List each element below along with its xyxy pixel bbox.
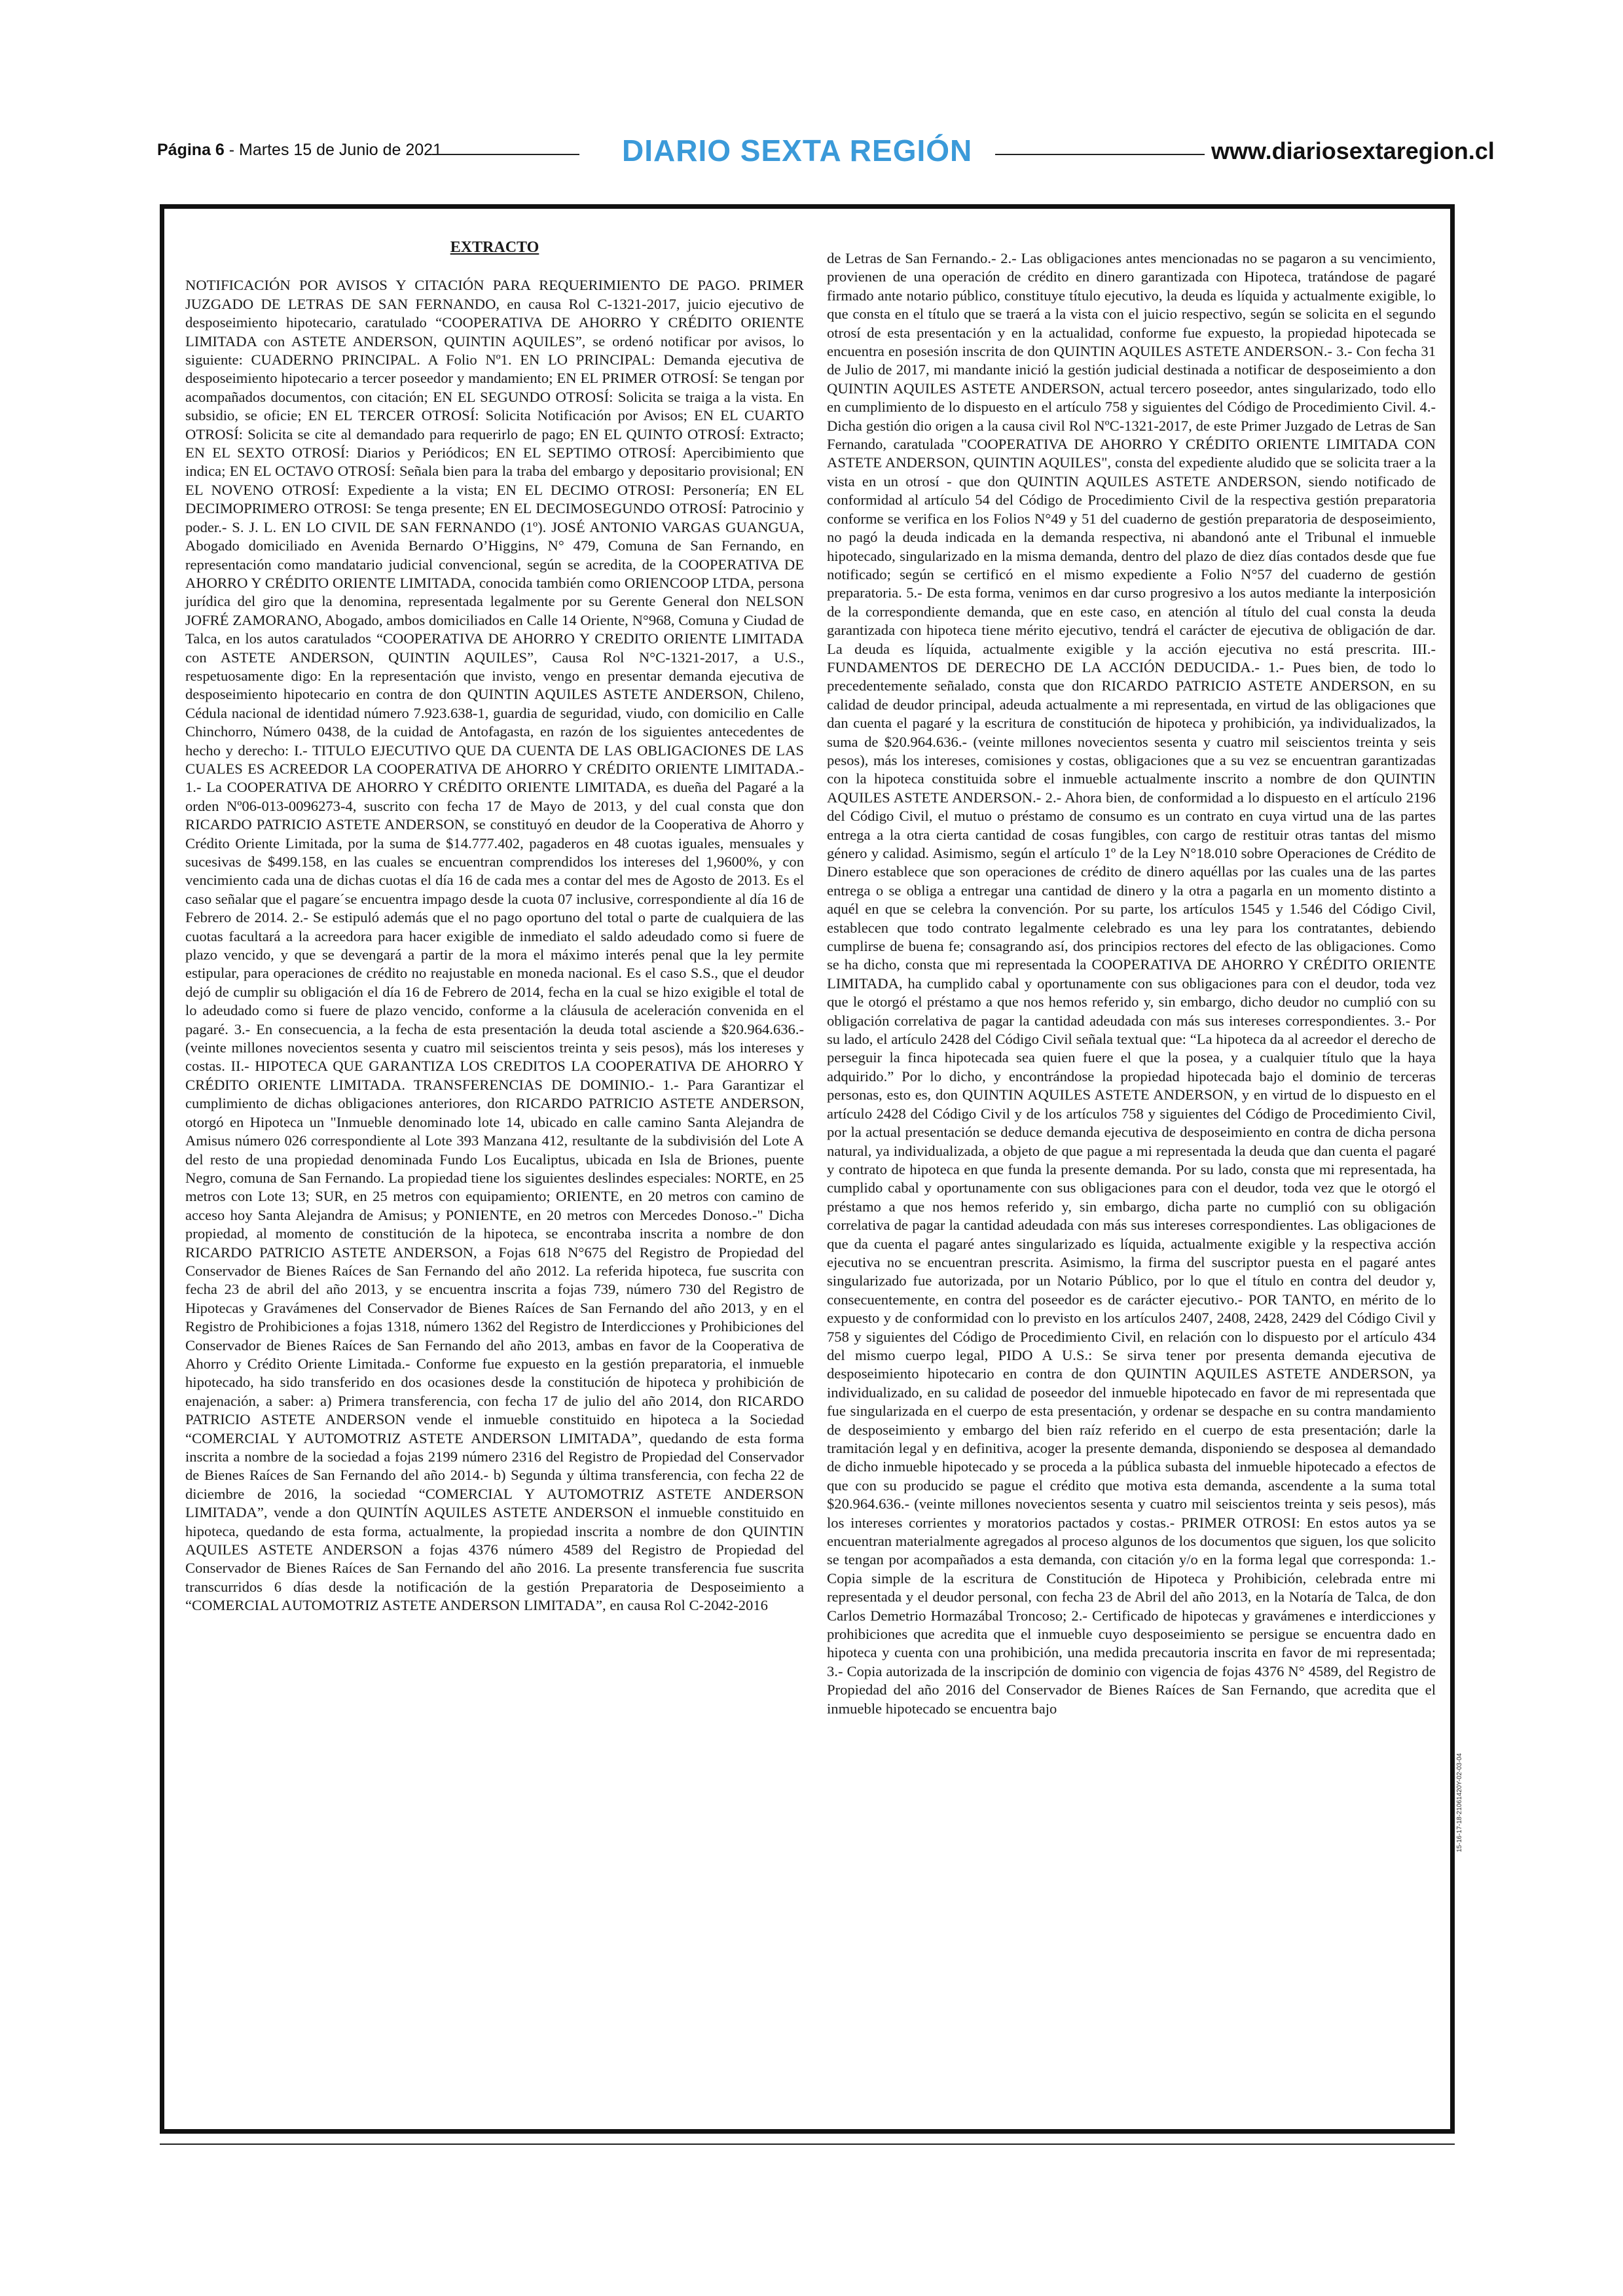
side-print-code: 15-16-17-18-21061420Y-02-03-04 [1456, 1753, 1463, 1852]
page-date-label [157, 141, 442, 160]
header-rule-right [995, 154, 1205, 155]
notice-title: EXTRACTO [450, 239, 539, 256]
legal-notice-box [160, 204, 1455, 2134]
bottom-rule [160, 2144, 1455, 2145]
issue-date: - Martes 15 de Junio de 2021 [228, 141, 442, 159]
website-url: www.diariosextaregion.cl [1211, 137, 1495, 164]
notice-left-text: NOTIFICACIÓN POR AVISOS Y CITACIÓN PARA REQUERIMIENTO DE PAGO. PRIMER JUZGADO DE LETRAS DE SAN FERNANDO, en causa Rol C-1321-2017, juicio ejecutivo de desposeimiento hipotecario, caratulado “COOPERATIVA DE AHORRO Y CRÉDITO ORIENTE LIMITADA con ASTETE ANDERSON, QUINTIN AQUILES”, se ordenó notificar por avisos, lo siguiente: CUADERNO PRINCIPAL. A Folio Nº1. EN LO PRINCIPAL: Demanda ejecutiva de desposeimiento hipotecario a tercer poseedor y mandamiento; EN EL PRIMER OTROSÍ: Se tengan por acompañados documentos, con citación; EN EL SEGUNDO OTROSÍ: Solicita se traiga a la vista. En subsidio, se oficie; EN EL TERCER OTROSÍ: Solicita Notificación por Avisos; EN EL CUARTO OTROSÍ: Solicita se cite al demandado para requerirlo de pago; EN EL QUINTO OTROSÍ: Extracto; EN EL SEXTO OTROSÍ: Diarios y Periódicos; EN EL SEPTIMO OTROSÍ: Apercibimiento que indica; EN EL OCTAVO OTROSÍ: Señala bien para la traba del embargo y depositario provisional; EN EL NOVENO OTROSÍ: Expediente a la vista; EN EL DECIMO OTROSI: Personería; EN EL DECIMOPRIMERO OTROSI: Se tenga presente; EN EL DECIMOSEGUNDO OTROSÍ: Patrocinio y poder.- S. J. L. EN LO CIVIL DE SAN FERNANDO (1º). JOSÉ ANTONIO VARGAS GUANGUA, Abogado domiciliado en Avenida Bernardo O’Higgins, N° 479, Comuna de San Fernando, en representación como mandatario judicial convencional, según se acredita, de la COOPERATIVA DE AHORRO Y CRÉDITO ORIENTE LIMITADA, conocida también como ORIENCOOP LTDA, persona jurídica del giro que la denomina, representada legalmente por su Gerente General don NELSON JOFRÉ ZAMORANO, Abogado, ambos domiciliados en Calle 14 Oriente, N°968, Comuna y Ciudad de Talca, en los autos caratulados “COOPERATIVA DE AHORRO Y CREDITO ORIENTE LIMITADA con ASTETE ANDERSON, QUINTIN AQUILES”, Causa Rol N°C-1321-2017, a U.S., respetuosamente digo: En la representación que invisto, vengo en presentar demanda ejecutiva de desposeimiento hipotecario en contra de don QUINTIN AQUILES ASTETE ANDERSON, Chileno, Cédula nacional de identidad número 7.923.638-1, guardia de seguridad, viudo, con domicilio en Calle Chinchorro, Número 0438, de la cuidad de Antofagasta, en razón de los siguientes antecedentes de hecho y derecho: I.- TITULO EJECUTIVO QUE DA CUENTA DE LAS OBLIGACIONES DE LAS CUALES ES ACREEDOR LA COOPERATIVA DE AHORRO Y CRÉDITO ORIENTE LIMITADA.- 1.- La COOPERATIVA DE AHORRO Y CRÉDITO ORIENTE LIMITADA, es dueña del Pagaré a la orden Nº06-013-0096273-4, suscrito con fecha 17 de Mayo de 2013, y del cual consta que don RICARDO PATRICIO ASTETE ANDERSON, se constituyó en deudor de la Cooperativa de Ahorro y Crédito Oriente Limitada, por la suma de $14.777.402, pagaderos en 48 cuotas iguales, mensuales y sucesivas de $499.158, en las cuales se encuentran comprendidos los intereses del 1,9600%, y con vencimiento cada una de dichas cuotas el día 16 de cada mes a contar del mes de Agosto de 2013. Es el caso señalar que el pagare´se encuentra impago desde la cuota 07 inclusive, correspondiente al día 16 de Febrero de 2014. 2.- Se estipuló además que el no pago oportuno del total o parte de cualquiera de las cuotas facultará a la acreedora para hacer exigible de inmediato el saldo adeudado como si fuere de plazo vencido, y que se devengará a partir de la mora el máximo interés penal que la ley permite estipular, para operaciones de crédito no reajustable en moneda nacional. Es el caso S.S., que el deudor dejó de cumplir su obligación el día 16 de Febrero de 2014, fecha en la cual se hizo exigible el total de lo adeudado como si fuere de plazo vencido, conforme a la cláusula de aceleración convenida en el pagaré. 3.- En consecuencia, a la fecha de esta presentación la deuda total asciende a $20.964.636.- (veinte millones novecientos sesenta y cuatro mil seiscientos treinta y seis pesos), más los intereses y costas. II.- HIPOTECA QUE GARANTIZA LOS CREDITOS LA COOPERATIVA DE AHORRO Y CRÉDITO ORIENTE LIMITADA. TRANSFERENCIAS DE DOMINIO.- 1.- Para Garantizar el cumplimiento de dichas obligaciones anteriores, don RICARDO PATRICIO ASTETE ANDERSON, otorgó en Hipoteca un "Inmueble denominado lote 14, ubicado en calle camino Santa Alejandra de Amisus número 026 correspondiente al Lote 393 Manzana 412, resultante de la subdivisión del Lote A del resto de una propiedad denominada Fundo Los Eucaliptus, ubicada en Isla de Briones, puente Negro, comuna de San Fernando. La propiedad tiene los siguientes deslindes especiales: NORTE, en 25 metros con Lote 13; SUR, en 25 metros con equipamiento; ORIENTE, en 20 metros con camino de acceso hoy Santa Alejandra de Amisus; y PONIENTE, en 20 metros con Mercedes Donoso.-" Dicha propiedad, al momento de constitución de la hipoteca, se encontraba inscrita a nombre de don RICARDO PATRICIO ASTETE ANDERSON, a Fojas 618 N°675 del Registro de Propiedad del Conservador de Bienes Raíces de San Fernando del año 2012. La referida hipoteca, fue suscrita con fecha 23 de abril del año 2013, y se encuentra inscrita a fojas 739, número 730 del Registro de Hipotecas y Gravámenes del Conservador de Bienes Raíces de San Fernando del año 2013, y en el Registro de Prohibiciones a fojas 1318, número 1362 del Registro de Interdicciones y Prohibiciones del Conservador de Bienes Raíces de San Fernando del año 2013, ambas en favor de la Cooperativa de Ahorro y Crédito Oriente Limitada.- Conforme fue expuesto en la gestión preparatoria, el inmueble hipotecado, ha sido transferido en dos ocasiones desde la constitución de hipoteca y prohibición de enajenación, a saber: a) Primera transferencia, con fecha 17 de julio del año 2014, don RICARDO PATRICIO ASTETE ANDERSON vende el inmueble constituido en hipoteca a la Sociedad “COMERCIAL Y AUTOMOTRIZ ASTETE ANDERSON LIMITADA”, quedando de esta forma inscrita a nombre de la sociedad a fojas 2199 número 2316 del Registro de Propiedad del Conservador de Bienes Raíces de San Fernando del año 2014.- b) Segunda y última transferencia, con fecha 22 de diciembre de 2016, la sociedad “COMERCIAL Y AUTOMOTRIZ ASTETE ANDERSON LIMITADA”, vende a don QUINTÍN AQUILES ASTETE ANDERSON el inmueble constituido en hipoteca, quedando de esta forma, actualmente, la propiedad inscrita a nombre de don QUINTIN AQUILES ASTETE ANDERSON a fojas 4376 número 4589 del Registro de Propiedad del Conservador de Bienes Raíces de San Fernando del año 2016. La presente transferencia fue suscrita transcurridos 6 días desde la notificación de la gestión Preparatoria de Desposeimiento a “COMERCIAL AUTOMOTRIZ ASTETE ANDERSON LIMITADA”, en causa Rol C-2042-2016 [185, 277, 804, 1614]
header-rule-left [432, 154, 579, 155]
page-header [157, 134, 1495, 173]
page-number: Página 6 [157, 141, 225, 159]
notice-right-column [827, 249, 1436, 1718]
masthead-title: DIARIO SEXTA REGIÓN [622, 134, 973, 168]
notice-right-text: de Letras de San Fernando.- 2.- Las obligaciones antes mencionadas no se pagaron a su vencimiento, provienen de una operación de crédito en dinero garantizada con Hipoteca, tratándose de pagaré firmado ante notario público, constituye título ejecutivo, la deuda es líquida y actualmente exigible, lo que consta en el título que se traerá a la vista con el juicio respectivo, según se solicita en el segundo otrosí de esta presentación y en la actualidad, conforme fue expuesto, la propiedad hipotecada se encuentra en posesión inscrita de don QUINTIN AQUILES ASTETE ANDERSON.- 3.- Con fecha 31 de Julio de 2017, mi mandante inició la gestión judicial destinada a notificar de desposeimiento a don QUINTIN AQUILES ASTETE ANDERSON, actual tercero poseedor, antes singularizado, todo ello en cumplimiento de lo dispuesto en el artículo 758 y siguientes del Código de Procedimiento Civil. 4.- Dicha gestión dio origen a la causa civil Rol NºC-1321-2017, de este Primer Juzgado de Letras de San Fernando, caratulada "COOPERATIVA DE AHORRO Y CRÉDITO ORIENTE LIMITADA CON ASTETE ANDERSON, QUINTIN AQUILES", consta del expediente aludido que se solicita traer a la vista en un otrosí - que don QUINTIN AQUILES ASTETE ANDERSON, siendo notificado de conformidad al artículo 54 del Código de Procedimiento Civil de la respectiva gestión preparatoria conforme se verifica en los Folios N°49 y 51 del cuaderno de gestión preparatoria de desposeimiento, no pagó la deuda indicada en la demanda respectiva, ni abandonó ante el Tribunal el inmueble hipotecado, singularizado en la misma demanda, dentro del plazo de diez días contados desde que fue notificado; según se certificó en el mismo expediente a Folio N°57 del cuaderno de gestión preparatoria. 5.- De esta forma, venimos en dar curso progresivo a los autos mediante la interposición de la correspondiente demanda, que en este caso, en atención al título del cual consta la deuda garantizada con hipoteca tiene mérito ejecutivo, tendrá el carácter de ejecutiva de obligación de dar. La deuda es líquida, actualmente exigible y la acción ejecutiva no está prescrita. III.- FUNDAMENTOS DE DERECHO DE LA ACCIÓN DEDUCIDA.- 1.- Pues bien, de todo lo precedentemente señalado, consta que don RICARDO PATRICIO ASTETE ANDERSON, en su calidad de deudor principal, adeuda actualmente a mi representada, en virtud de las obligaciones que dan cuenta el pagaré y la escritura de constitución de hipoteca y prohibición, ya individualizados, la suma de $20.964.636.- (veinte millones novecientos sesenta y cuatro mil seiscientos treinta y seis pesos), más los intereses, comisiones y costas, obligaciones que a su vez se encuentran garantizadas con la hipoteca constituida sobre el inmueble actualmente inscrito a nombre de don QUINTIN AQUILES ASTETE ANDERSON.- 2.- Ahora bien, de conformidad a lo dispuesto en el artículo 2196 del Código Civil, el mutuo o préstamo de consumo es un contrato en cuya virtud una de las partes entrega a la otra cierta cantidad de cosas fungibles, con cargo de restituir otras tantas del mismo género y calidad. Asimismo, según el artículo 1º de la Ley N°18.010 sobre Operaciones de Crédito de Dinero establece que son operaciones de crédito de dinero aquéllas por las cuales una de las partes entrega o se obliga a entregar una cantidad de dinero y la otra a pagarla en un momento distinto a aquél en que se celebra la convención. Por su parte, los artículos 1545 y 1.546 del Código Civil, establecen que todo contrato legalmente celebrado es una ley para los contratantes, debiendo cumplirse de buena fe; consagrando así, dos principios rectores del efecto de las obligaciones. Como se ha dicho, consta que mi representada la COOPERATIVA DE AHORRO Y CRÉDITO ORIENTE LIMITADA, ha cumplido cabal y oportunamente con sus obligaciones para con el deudor, toda vez que le otorgó el préstamo a que nos hemos referido y, sin embargo, dicho deudor no cumplió con su obligación correlativa de pagar la cantidad adeudada con más sus intereses correspondientes. 3.- Por su lado, el artículo 2428 del Código Civil señala textual que: “La hipoteca da al acreedor el derecho de perseguir la finca hipotecada sea quien fuere el que la posea, y a cualquier título que la haya adquirido.” Por lo dicho, y encontrándose la propiedad hipotecada bajo el dominio de terceras personas, esto es, don QUINTIN AQUILES ASTETE ANDERSON, y en virtud de lo dispuesto en el artículo 2428 del Código Civil y de los artículos 758 y siguientes del Código de Procedimiento Civil, por la actual presentación se deduce demanda ejecutiva de desposeimiento en contra de dicha persona natural, ya individualizada, a objeto de que pague a mi representada la deuda que dan cuenta el pagaré y contrato de hipoteca en que funda la presente demanda. Por su lado, consta que mi representada, ha cumplido cabal y oportunamente con sus obligaciones para con el deudor, toda vez que le otorgó el préstamo a que nos hemos referido y, sin embargo, dicha parte no cumplió con su obligación correlativa de pagar la cantidad adeudada con más sus intereses correspondientes. Las obligaciones de que da cuenta el pagaré antes singularizado es líquida, actualmente exigible y la respectiva acción ejecutiva no se encuentran prescrita. Asimismo, la firma del suscriptor puesta en el pagaré antes singularizado fue autorizada, por un Notario Público, por lo que el título en contra del deudor y, consecuentemente, en contra del poseedor es de carácter ejecutivo.- POR TANTO, en mérito de lo expuesto y de conformidad con lo previsto en los artículos 2407, 2408, 2428, 2429 del Código Civil y 758 y siguientes del Código de Procedimiento Civil, en relación con lo dispuesto por el artículo 434 del mismo cuerpo legal, PIDO A U.S.: Se sirva tener por presenta demanda ejecutiva de desposeimiento hipotecario en contra de don QUINTIN AQUILES ASTETE ANDERSON, ya individualizado, en su calidad de poseedor del inmueble hipotecado en favor de mi representada que fue singularizada en el cuerpo de esta presentación, y ordenar se despache en su contra mandamiento de desposeimiento y embargo del bien raíz referido en el cuerpo de esta presentación; darle la tramitación legal y en definitiva, acoger la presente demanda, disponiendo se desposea al demandado de dicho inmueble hipotecado y se proceda a la pública subasta del inmueble hipotecado a efectos de que con su producido se pague el crédito que motiva esta demanda, ascendente a la suma total $20.964.636.- (veinte millones novecientos sesenta y cuatro mil seiscientos treinta y seis pesos), más los intereses corrientes y moratorios pactados y costas.- PRIMER OTROSI: En estos autos ya se encuentran materialmente agregados al proceso algunos de los documentos que siguen, los que solicito se tengan por acompañados a esta demanda, con citación y/o en la forma legal que corresponda: 1.- Copia simple de la escritura de Constitución de Hipoteca y Prohibición, celebrada entre mi representada y el deudor personal, con fecha 23 de Abril del año 2013, en la Notaría de Talca, de don Carlos Demetrio Hormazábal Troncoso; 2.- Certificado de hipotecas y gravámenes e interdicciones y prohibiciones que acredita que el inmueble cuyo desposeimiento se persigue se encuentra dado en hipoteca y cuenta con una prohibición, una medida precautoria inscrita en favor de mi representada; 3.- Copia autorizada de la inscripción de dominio con vigencia de fojas 4376 N° 4589, del Registro de Propiedad del año 2016 del Conservador de Bienes Raíces de San Fernando, que acredita que el inmueble hipotecado se encuentra bajo [827, 250, 1436, 1717]
notice-left-column [185, 238, 804, 1615]
